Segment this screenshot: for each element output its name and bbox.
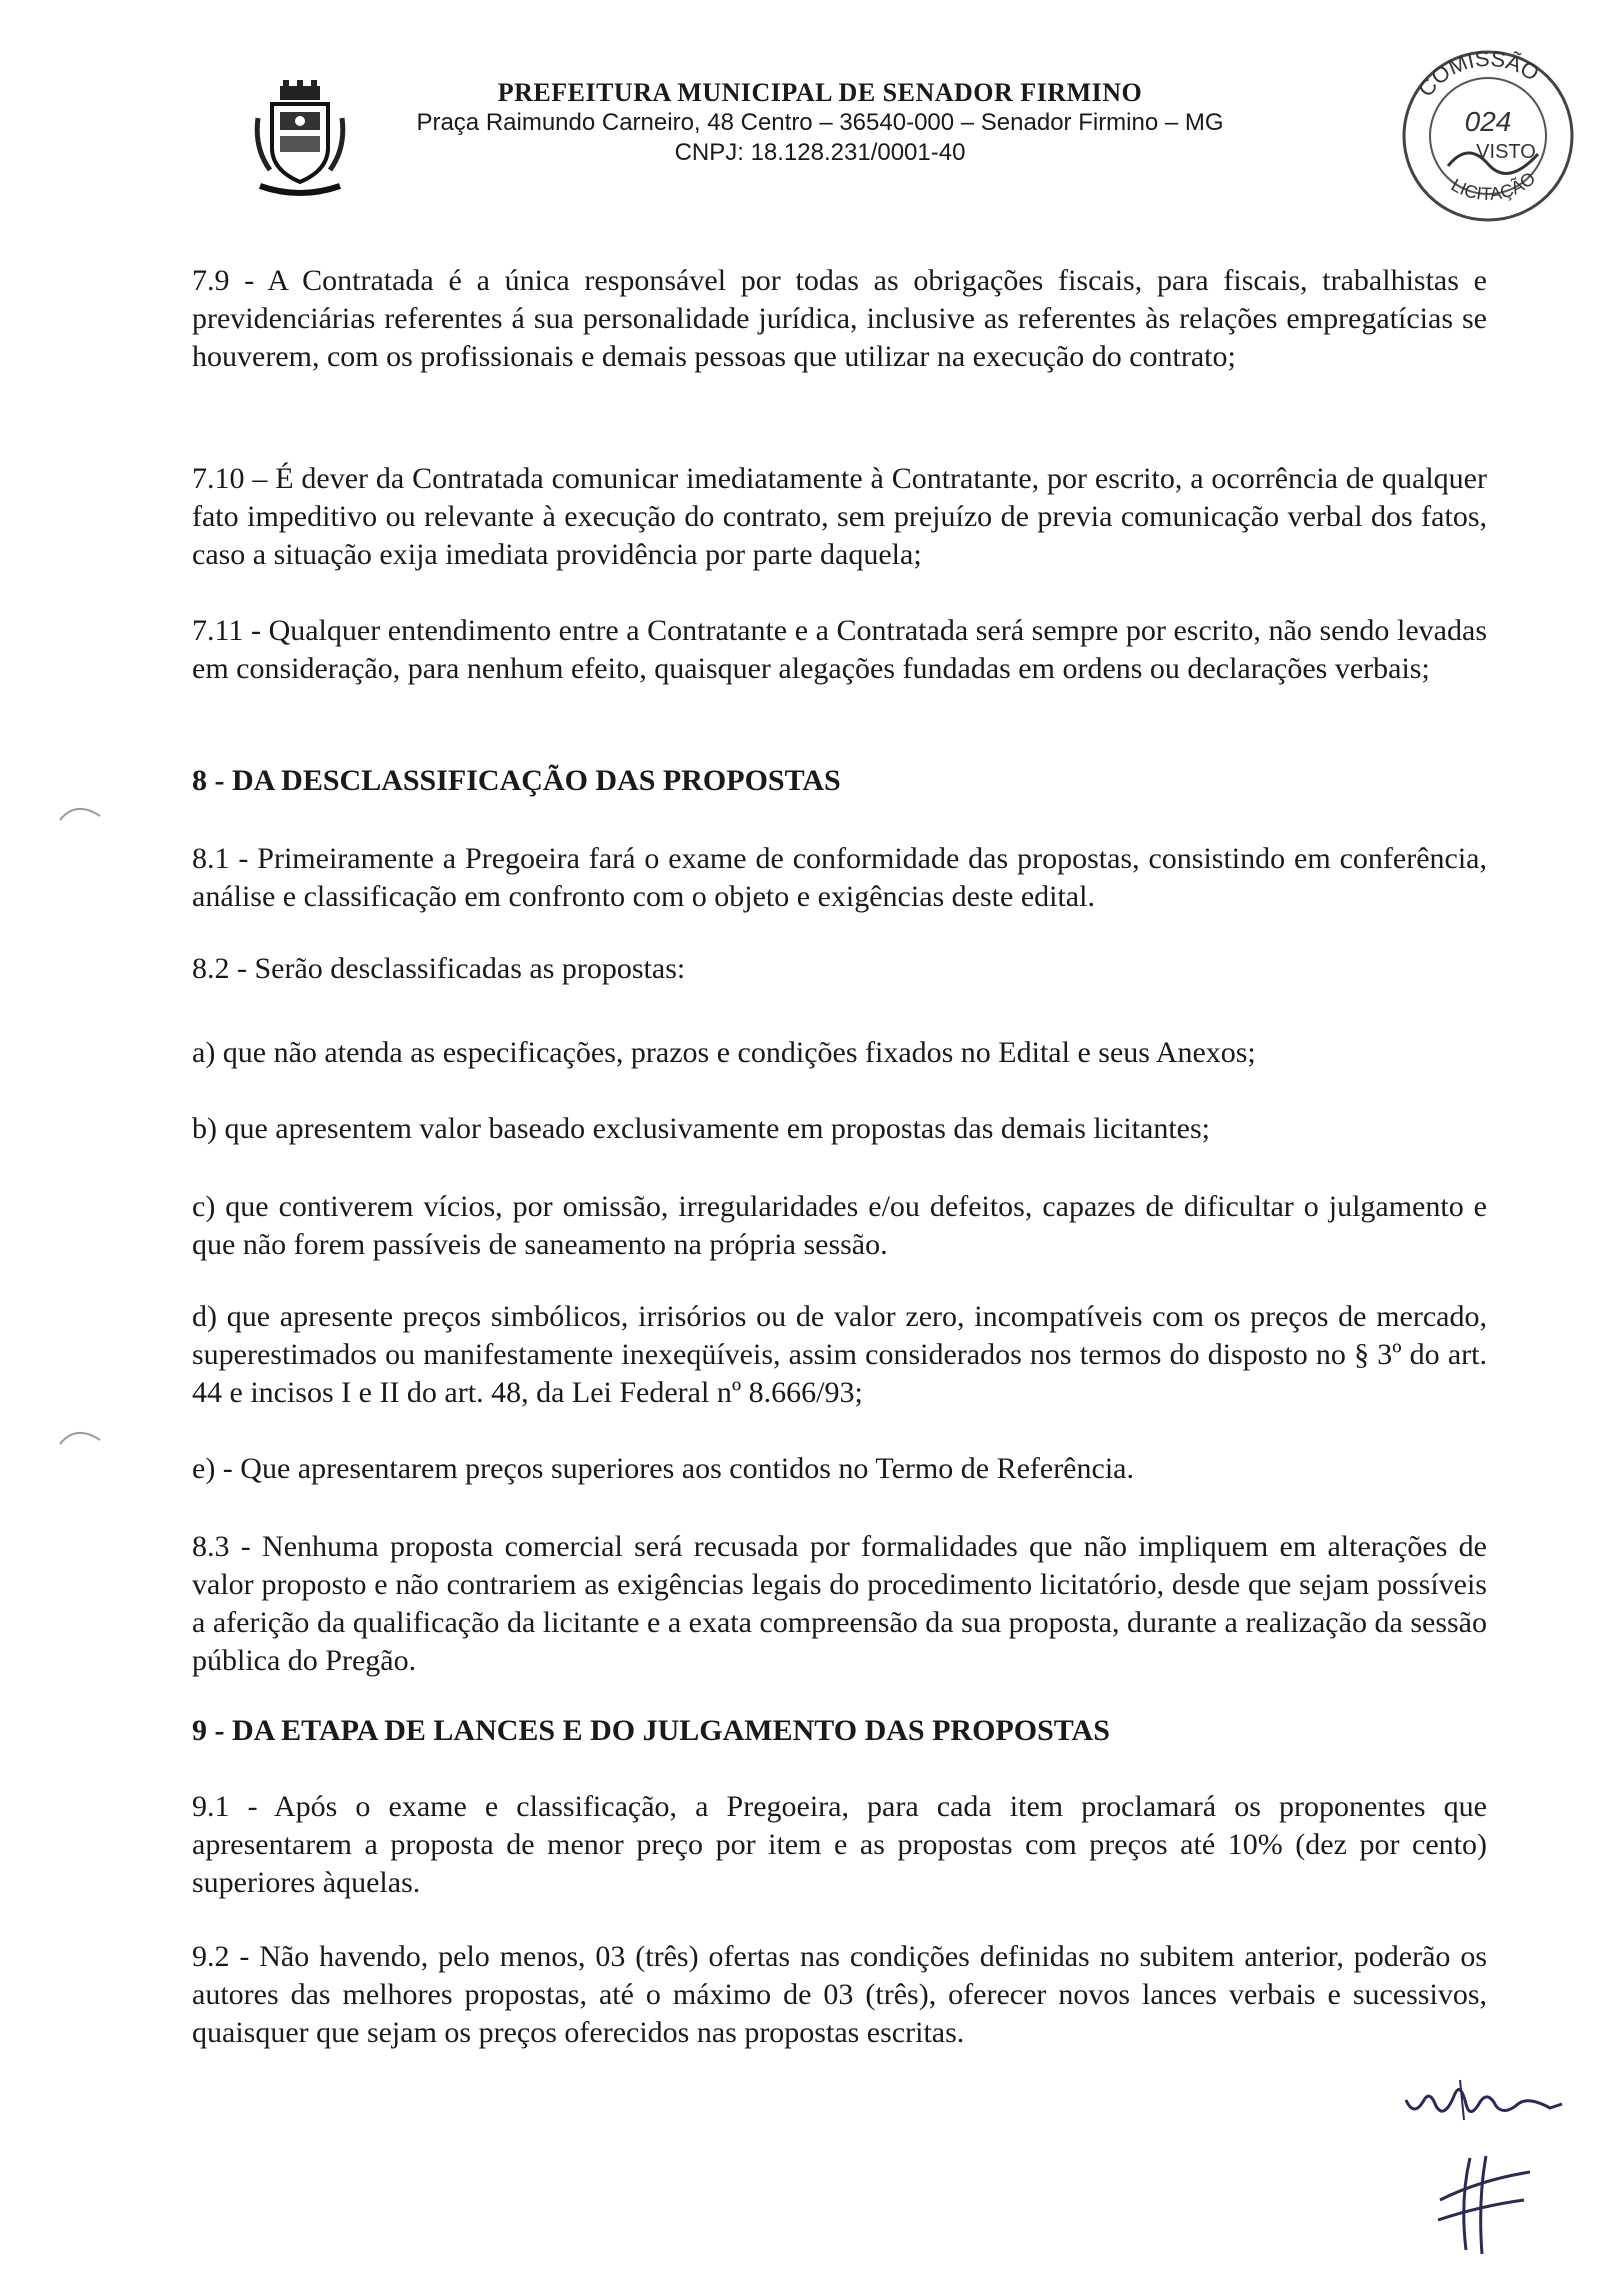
handwritten-signature — [1420, 2150, 1540, 2260]
clause-8-2-c: c) que contiverem vícios, por omissão, irregularidades e/ou defeitos, capazes de dificultar o julgamento e que não forem passíveis de saneamento na própria sessão. — [192, 1190, 1487, 1261]
clause-8-3: 8.3 - Nenhuma proposta comercial será recusada por formalidades que não impliquem em alterações de valor proposto e não contrariem as exigências legais do procedimento licitatório, desde que sejam possíveis a aferição da qualificação da licitante e a exata compreensão da sua proposta, durante a realização da sessão pública do Pregão. — [192, 1530, 1487, 1677]
stamp-number: 024 — [1464, 106, 1512, 137]
clause-8-2-e: e) - Que apresentarem preços superiores aos contidos no Termo de Referência. — [192, 1452, 1134, 1485]
letterhead — [250, 78, 1440, 188]
municipality-cnpj: CNPJ: 18.128.231/0001-40 — [674, 139, 966, 166]
letterhead-text — [390, 78, 1250, 168]
clause-9-2: 9.2 - Não havendo, pelo menos, 03 (três) ofertas nas condições definidas no subitem anterior, poderão os autores das melhores propostas, até o máximo de 03 (três), oferecer novos lances verbais e sucessivos, quaisquer que sejam os preços oferecidos nas propostas escritas. — [192, 1940, 1487, 2049]
commission-stamp — [1388, 36, 1588, 226]
clause-8-2-b: b) que apresentem valor baseado exclusivamente em propostas das demais licitantes; — [192, 1112, 1210, 1145]
stamp-bottom-text: LICITAÇÃO — [1447, 168, 1540, 205]
municipality-address: Praça Raimundo Carneiro, 48 Centro – 36540-000 – Senador Firmino – MG — [416, 109, 1224, 136]
stamp-middle-text: VISTO — [1476, 141, 1536, 163]
section-9-heading: 9 - DA ETAPA DE LANCES E DO JULGAMENTO DAS PROPOSTAS — [192, 1714, 1110, 1747]
stamp-top-text: COMISSÃO — [1412, 45, 1544, 102]
clause-7-9: 7.9 - A Contratada é a única responsável por todas as obrigações fiscais, para fiscais, trabalhistas e previdenciárias referentes á sua personalidade jurídica, inclusive as referentes às relações empregatícias se houverem, com os profissionais e demais pessoas que utilizar na execução do contrato; — [192, 264, 1487, 373]
clause-7-11: 7.11 - Qualquer entendimento entre a Contratante e a Contratada será sempre por escrito, não sendo levadas em consideração, para nenhum efeito, quaisquer alegações fundadas em ordens ou declarações verbais; — [192, 614, 1487, 685]
clause-8-2-d: d) que apresente preços simbólicos, irrisórios ou de valor zero, incompatíveis com os preços de mercado, superestimados ou manifestamente inexeqüíveis, assim considerados nos termos do disposto no § 3º do art. 44 e incisos I e II do art. 48, da Lei Federal nº 8.666/93; — [192, 1300, 1487, 1409]
clause-7-10: 7.10 – É dever da Contratada comunicar imediatamente à Contratante, por escrito, a ocorrência de qualquer fato impeditivo ou relevante à execução do contrato, sem prejuízo de previa comunicação verbal dos fatos, caso a situação exija imediata providência por parte daquela; — [192, 462, 1487, 571]
clause-9-1: 9.1 - Após o exame e classificação, a Pregoeira, para cada item proclamará os proponentes que apresentarem a proposta de menor preço por item e as propostas com preços até 10% (dez por cento) superiores àquelas. — [192, 1790, 1487, 1899]
margin-mark — [56, 796, 106, 826]
section-8-heading: 8 - DA DESCLASSIFICAÇÃO DAS PROPOSTAS — [192, 764, 841, 797]
municipality-title: PREFEITURA MUNICIPAL DE SENADOR FIRMINO — [497, 78, 1143, 107]
clause-8-2-a: a) que não atenda as especificações, prazos e condições fixados no Edital e seus Anexos; — [192, 1036, 1256, 1069]
margin-mark — [56, 1420, 106, 1450]
municipal-coat-of-arms-icon — [250, 78, 350, 198]
handwritten-initials — [1400, 2060, 1570, 2130]
clause-8-1: 8.1 - Primeiramente a Pregoeira fará o exame de conformidade das propostas, consistindo em conferência, análise e classificação em confronto com o objeto e exigências deste edital. — [192, 842, 1487, 913]
clause-8-2: 8.2 - Serão desclassificadas as propostas: — [192, 952, 686, 985]
